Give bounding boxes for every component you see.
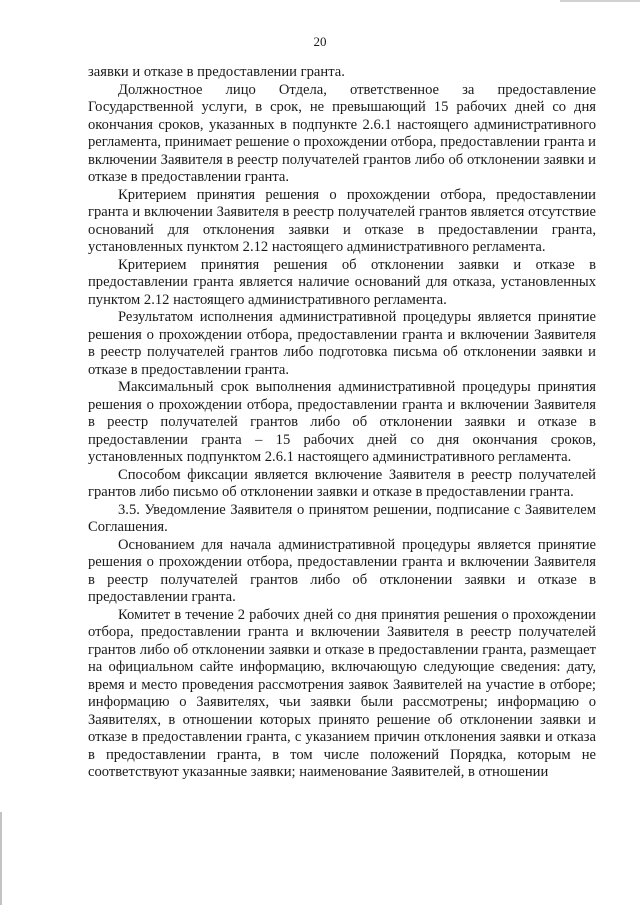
page-number: 20 [313,34,327,49]
paragraph-criterion-approval: Критерием принятия решения о прохождении отбора, предоставлении гранта и включении Заявителя в реестр получателей грантов является отсутствие оснований для отклонения заявки и отказе в предоставлении гранта, установленных пунктом 2.12 настоящего административного регламента. [88,186,596,255]
paragraph-max-term: Максимальный срок выполнения административной процедуры принятия решения о прохождении отбора, предоставлении гранта и включении Заявителя в реестр получателей грантов либо об отклонении заявки и отказе в предоставлении гранта – 15 рабочих дней со дня окончания сроков, установленных подпунктом 2.6.1 настоящего административного регламента. [88,379,596,465]
section-heading-3-5: 3.5. Уведомление Заявителя о принятом решении, подписание с Заявителем Соглашения. [88,501,596,535]
scan-edge-top [560,0,640,2]
scan-edge-left [0,812,2,905]
paragraph-official-decision: Должностное лицо Отдела, ответственное за предоставление Государственной услуги, в срок, не превышающий 15 рабочих дней со дня окончания сроков, указанных в подпункте 2.6.1 настоящего административного регламента, принимает решение о прохождении отбора, предоставлении гранта и включении Заявителя в реестр получателей грантов либо об отклонении заявки и отказе в предоставлении гранта. [88,81,596,185]
paragraph-criterion-rejection: Критерием принятия решения об отклонении заявки и отказе в предоставлении гранта является наличие оснований для отказа, установленных пунктом 2.12 настоящего административного регламента. [88,256,596,308]
paragraph-fixation-method: Способом фиксации является включение Заявителя в реестр получателей грантов либо письмо об отклонении заявки и отказе в предоставлении гранта. [88,466,596,500]
document-body [88,64,596,782]
paragraph-basis: Основанием для начала административной процедуры является принятие решения о прохождении отбора, предоставлении гранта и включении Заявителя в реестр получателей грантов либо об отклонении заявки и отказе в предоставлении гранта. [88,536,596,605]
paragraph-continuation: заявки и отказе в предоставлении гранта. [88,64,345,80]
paragraph-result: Результатом исполнения административной процедуры является принятие решения о прохождении отбора, предоставлении гранта и включении Заявителя в реестр получателей грантов либо подготовка письма об отклонении заявки и отказе в предоставлении гранта. [88,309,596,378]
paragraph-committee-publication: Комитет в течение 2 рабочих дней со дня принятия решения о прохождении отбора, предоставлении гранта и включении Заявителя в реестр получателей грантов либо об отклонении заявки и отказе в предоставлении гранта, размещает на официальном сайте информацию, включающую следующие сведения: дату, время и место проведения рассмотрения заявок Заявителей на участие в отборе; информацию о Заявителях, чьи заявки были рассмотрены; информацию о Заявителях, в отношении которых принято решение об отклонении заявки и отказе в предоставлении гранта, с указанием причин отклонения заявки и отказа в предоставлении гранта, в том числе положений Порядка, которым не соответствуют указанные заявки; наименование Заявителей, в отношении [88,606,596,780]
